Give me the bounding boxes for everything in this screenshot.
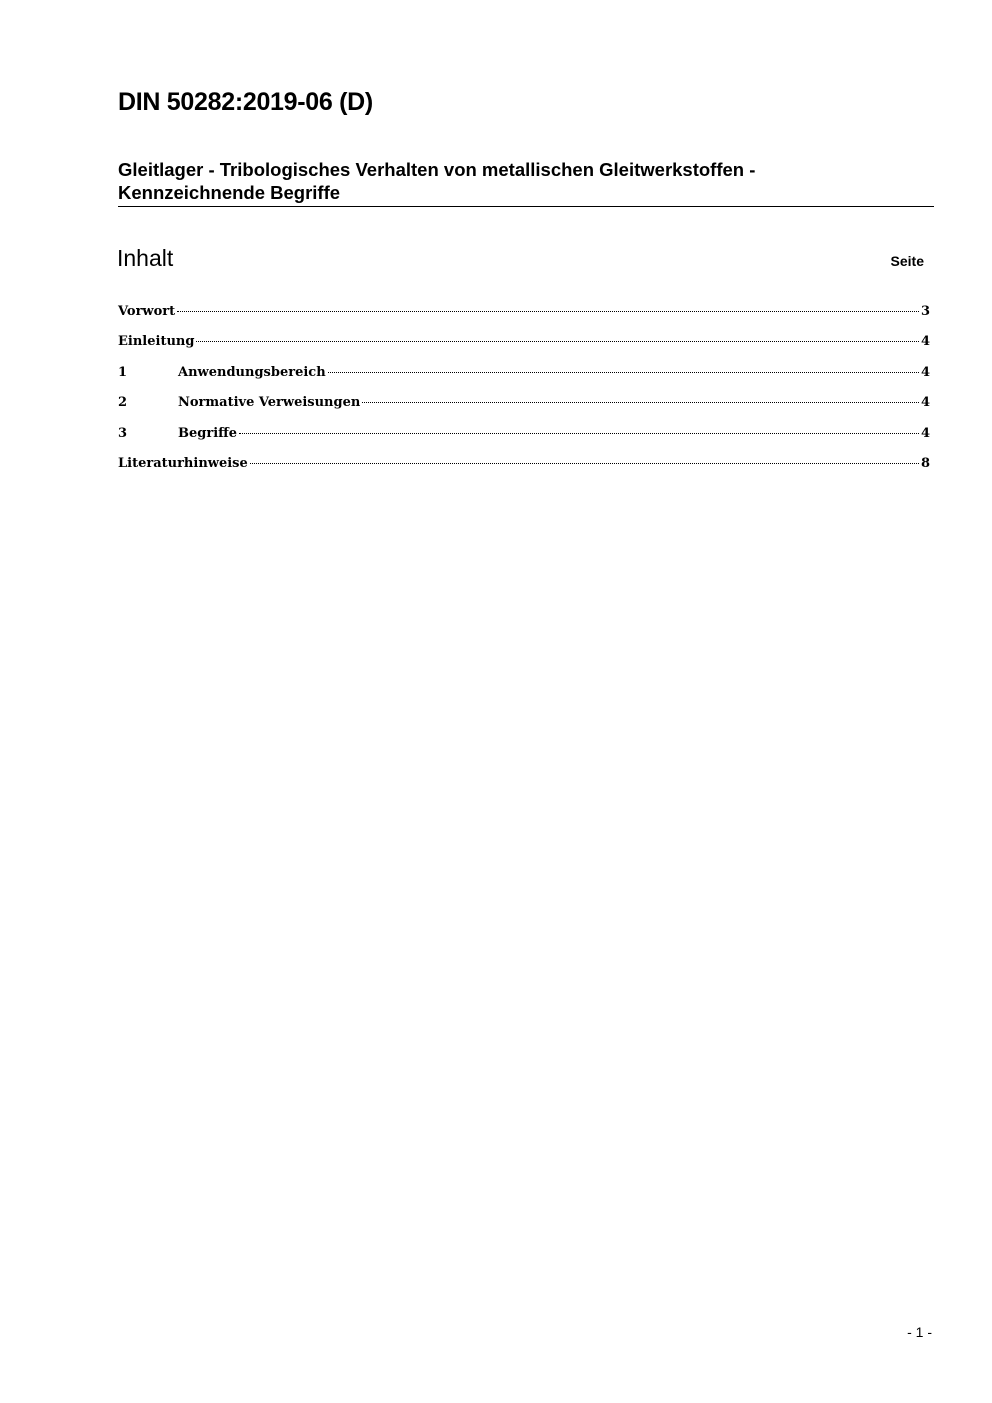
document-subtitle-line-1: Gleitlager - Tribologisches Verhalten von metallischen Gleitwerkstoffen -: [118, 159, 756, 180]
toc-entry-number: 1: [118, 364, 128, 380]
toc-dot-leader: [196, 341, 919, 342]
toc-dot-leader: [239, 433, 919, 434]
document-subtitle: [118, 158, 934, 207]
toc-entry-title[interactable]: Einleitung: [118, 334, 195, 350]
toc-dot-leader: [250, 463, 919, 464]
toc-entry-number: 2: [118, 395, 128, 411]
toc-entry-title[interactable]: Anwendungsbereich: [178, 364, 326, 380]
toc-entry-vorwort[interactable]: [118, 302, 930, 332]
toc-dot-leader: [177, 311, 919, 312]
page-number: - 1 -: [907, 1324, 932, 1340]
toc-entry-page: 8: [920, 455, 930, 471]
toc-entry-page: 4: [920, 334, 930, 350]
toc-heading: Inhalt: [117, 245, 174, 271]
toc-page-column-label: Seite: [890, 253, 924, 269]
toc-entry-anwendungsbereich[interactable]: [118, 363, 930, 393]
toc-entry-literaturhinweise[interactable]: [118, 454, 930, 484]
toc-dot-leader: [362, 402, 919, 403]
toc-entry-normative-verweisungen[interactable]: [118, 393, 930, 423]
table-of-contents: [118, 302, 930, 484]
toc-entry-page: 4: [920, 364, 930, 380]
toc-entry-einleitung[interactable]: [118, 332, 930, 362]
document-subtitle-line-2: Kennzeichnende Begriffe: [118, 182, 341, 203]
toc-dot-leader: [328, 372, 919, 373]
toc-entry-begriffe[interactable]: [118, 424, 930, 454]
toc-entry-page: 4: [920, 395, 930, 411]
document-title: DIN 50282:2019-06 (D): [118, 88, 373, 116]
toc-entry-page: 4: [920, 425, 930, 441]
toc-entry-title[interactable]: Vorwort: [118, 304, 176, 319]
toc-entry-title[interactable]: Normative Verweisungen: [178, 395, 361, 411]
toc-entry-title[interactable]: Literaturhinweise: [118, 455, 248, 471]
toc-entry-page: 3: [920, 304, 930, 319]
toc-entry-title[interactable]: Begriffe: [178, 425, 238, 441]
toc-entry-number: 3: [118, 425, 128, 441]
